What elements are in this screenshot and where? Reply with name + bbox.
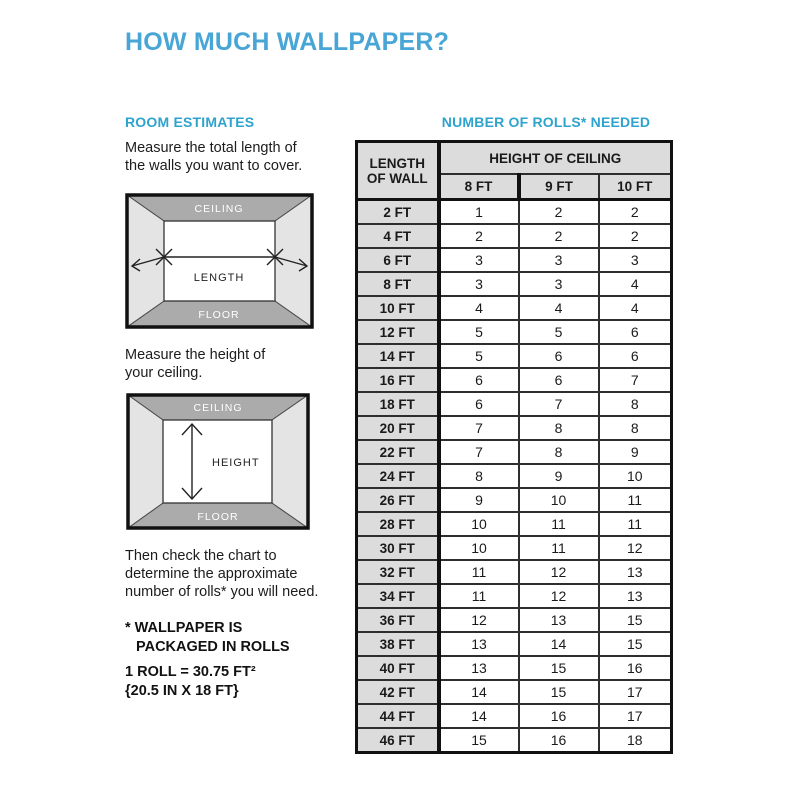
rolls-count-cell: 7 xyxy=(439,440,519,464)
rolls-count-cell: 11 xyxy=(599,488,672,512)
back-wall-surface xyxy=(164,221,275,301)
rolls-count-cell: 6 xyxy=(599,344,672,368)
note-line: PACKAGED IN ROLLS xyxy=(136,639,290,655)
rolls-count-cell: 18 xyxy=(599,728,672,753)
wall-length-cell: 16 FT xyxy=(357,368,439,392)
height-label: HEIGHT xyxy=(212,457,260,469)
rolls-count-cell: 11 xyxy=(439,584,519,608)
rolls-table-body xyxy=(357,200,672,753)
rolls-count-cell: 2 xyxy=(519,224,599,248)
height-of-ceiling-header: HEIGHT OF CEILING xyxy=(439,142,672,175)
rolls-count-cell: 6 xyxy=(439,392,519,416)
rolls-count-cell: 7 xyxy=(599,368,672,392)
length-label: LENGTH xyxy=(193,272,245,284)
table-row xyxy=(357,200,672,225)
rolls-count-cell: 12 xyxy=(439,608,519,632)
rolls-count-cell: 6 xyxy=(439,368,519,392)
rolls-count-cell: 5 xyxy=(519,320,599,344)
table-row xyxy=(357,608,672,632)
rolls-count-cell: 12 xyxy=(599,536,672,560)
rolls-count-cell: 8 xyxy=(519,416,599,440)
length-of-wall-header xyxy=(357,142,439,200)
table-row xyxy=(357,224,672,248)
wall-length-cell: 6 FT xyxy=(357,248,439,272)
rolls-count-cell: 14 xyxy=(519,632,599,656)
ceiling-label: CEILING xyxy=(193,402,243,414)
table-row xyxy=(357,416,672,440)
rolls-count-cell: 17 xyxy=(599,704,672,728)
column-header-9ft: 9 FT xyxy=(519,174,599,200)
note-line: {20.5 IN X 18 FT} xyxy=(125,683,239,699)
wall-length-cell: 14 FT xyxy=(357,344,439,368)
rolls-count-cell: 2 xyxy=(599,200,672,225)
rolls-count-cell: 9 xyxy=(599,440,672,464)
rolls-count-cell: 6 xyxy=(519,368,599,392)
rolls-count-cell: 5 xyxy=(439,344,519,368)
wall-length-cell: 20 FT xyxy=(357,416,439,440)
table-row xyxy=(357,512,672,536)
wall-length-cell: 32 FT xyxy=(357,560,439,584)
table-row xyxy=(357,560,672,584)
paragraph-line: number of rolls* you will need. xyxy=(125,584,319,600)
table-row xyxy=(357,368,672,392)
rolls-count-cell: 15 xyxy=(519,656,599,680)
wall-length-cell: 44 FT xyxy=(357,704,439,728)
table-row xyxy=(357,464,672,488)
table-row xyxy=(357,296,672,320)
table-row xyxy=(357,656,672,680)
wall-length-cell: 2 FT xyxy=(357,200,439,225)
rolls-count-cell: 7 xyxy=(519,392,599,416)
rolls-count-cell: 10 xyxy=(599,464,672,488)
page-title: HOW MUCH WALLPAPER? xyxy=(125,28,450,56)
table-row xyxy=(357,728,672,753)
wall-length-cell: 4 FT xyxy=(357,224,439,248)
paragraph-line: determine the approximate xyxy=(125,566,298,582)
wall-length-cell: 34 FT xyxy=(357,584,439,608)
rolls-count-cell: 8 xyxy=(599,392,672,416)
room-height-diagram xyxy=(126,393,310,530)
note-line: 1 ROLL = 30.75 FT² xyxy=(125,664,256,680)
rolls-count-cell: 13 xyxy=(439,632,519,656)
rolls-count-cell: 13 xyxy=(439,656,519,680)
wall-length-cell: 28 FT xyxy=(357,512,439,536)
rolls-count-cell: 5 xyxy=(439,320,519,344)
rolls-count-cell: 16 xyxy=(599,656,672,680)
wall-length-cell: 36 FT xyxy=(357,608,439,632)
wall-length-cell: 38 FT xyxy=(357,632,439,656)
wall-length-cell: 30 FT xyxy=(357,536,439,560)
rolls-count-cell: 6 xyxy=(519,344,599,368)
rolls-count-cell: 15 xyxy=(599,608,672,632)
table-row xyxy=(357,584,672,608)
measure-length-paragraph xyxy=(125,139,302,175)
wall-length-cell: 10 FT xyxy=(357,296,439,320)
rolls-count-cell: 4 xyxy=(599,272,672,296)
rolls-count-cell: 6 xyxy=(599,320,672,344)
room-length-diagram xyxy=(125,193,314,329)
floor-label: FLOOR xyxy=(198,309,240,321)
wall-length-cell: 18 FT xyxy=(357,392,439,416)
rolls-count-cell: 3 xyxy=(439,248,519,272)
rolls-count-cell: 9 xyxy=(439,488,519,512)
table-row xyxy=(357,632,672,656)
rolls-count-cell: 3 xyxy=(439,272,519,296)
measure-height-paragraph xyxy=(125,346,265,382)
rolls-count-cell: 12 xyxy=(519,560,599,584)
note-line: * WALLPAPER IS xyxy=(125,620,243,636)
room-estimates-heading: ROOM ESTIMATES xyxy=(125,114,255,130)
rolls-count-cell: 3 xyxy=(599,248,672,272)
header-line: OF WALL xyxy=(366,170,428,186)
paragraph-line: Measure the height of xyxy=(125,347,266,363)
rolls-count-cell: 13 xyxy=(599,560,672,584)
ceiling-label: CEILING xyxy=(194,203,244,215)
wall-length-cell: 40 FT xyxy=(357,656,439,680)
rolls-count-cell: 8 xyxy=(439,464,519,488)
table-row xyxy=(357,440,672,464)
rolls-count-cell: 8 xyxy=(519,440,599,464)
rolls-count-cell: 16 xyxy=(519,704,599,728)
wall-length-cell: 8 FT xyxy=(357,272,439,296)
paragraph-line: Then check the chart to xyxy=(125,548,277,564)
rolls-count-cell: 15 xyxy=(439,728,519,753)
rolls-count-cell: 12 xyxy=(519,584,599,608)
column-header-10ft: 10 FT xyxy=(599,174,672,200)
rolls-count-cell: 7 xyxy=(439,416,519,440)
wall-length-cell: 24 FT xyxy=(357,464,439,488)
rolls-count-cell: 4 xyxy=(519,296,599,320)
rolls-count-cell: 11 xyxy=(599,512,672,536)
rolls-count-cell: 3 xyxy=(519,272,599,296)
rolls-count-cell: 9 xyxy=(519,464,599,488)
floor-label: FLOOR xyxy=(197,511,239,523)
rolls-count-cell: 10 xyxy=(439,512,519,536)
table-row xyxy=(357,320,672,344)
rolls-count-cell: 14 xyxy=(439,680,519,704)
wall-length-cell: 26 FT xyxy=(357,488,439,512)
wall-length-cell: 42 FT xyxy=(357,680,439,704)
rolls-count-cell: 2 xyxy=(439,224,519,248)
rolls-count-cell: 2 xyxy=(519,200,599,225)
rolls-count-cell: 13 xyxy=(519,608,599,632)
rolls-count-cell: 13 xyxy=(599,584,672,608)
table-row xyxy=(357,248,672,272)
rolls-count-cell: 4 xyxy=(599,296,672,320)
wall-length-cell: 46 FT xyxy=(357,728,439,753)
rolls-count-cell: 10 xyxy=(519,488,599,512)
rolls-needed-heading: NUMBER OF ROLLS* NEEDED xyxy=(441,114,651,130)
rolls-count-cell: 1 xyxy=(439,200,519,225)
rolls-count-cell: 11 xyxy=(519,512,599,536)
wall-length-cell: 22 FT xyxy=(357,440,439,464)
rolls-count-cell: 10 xyxy=(439,536,519,560)
rolls-count-cell: 8 xyxy=(599,416,672,440)
rolls-count-cell: 15 xyxy=(599,632,672,656)
header-row-group xyxy=(357,142,672,175)
table-row xyxy=(357,344,672,368)
roll-size-note xyxy=(125,663,256,701)
table-row xyxy=(357,536,672,560)
header-line: LENGTH xyxy=(369,155,425,171)
paragraph-line: the walls you want to cover. xyxy=(125,158,303,174)
rolls-count-cell: 11 xyxy=(519,536,599,560)
table-row xyxy=(357,392,672,416)
rolls-count-cell: 14 xyxy=(439,704,519,728)
table-row xyxy=(357,488,672,512)
paragraph-line: Measure the total length of xyxy=(125,140,297,156)
table-row xyxy=(357,272,672,296)
rolls-count-cell: 3 xyxy=(519,248,599,272)
check-chart-paragraph xyxy=(125,547,318,601)
paragraph-line: your ceiling. xyxy=(125,365,203,381)
wall-length-cell: 12 FT xyxy=(357,320,439,344)
packaged-in-rolls-note xyxy=(125,619,290,657)
table-row xyxy=(357,680,672,704)
rolls-count-cell: 2 xyxy=(599,224,672,248)
rolls-count-cell: 11 xyxy=(439,560,519,584)
table-row xyxy=(357,704,672,728)
rolls-count-cell: 17 xyxy=(599,680,672,704)
rolls-count-cell: 4 xyxy=(439,296,519,320)
rolls-table xyxy=(355,140,673,754)
column-header-8ft: 8 FT xyxy=(439,174,519,200)
rolls-count-cell: 16 xyxy=(519,728,599,753)
rolls-count-cell: 15 xyxy=(519,680,599,704)
